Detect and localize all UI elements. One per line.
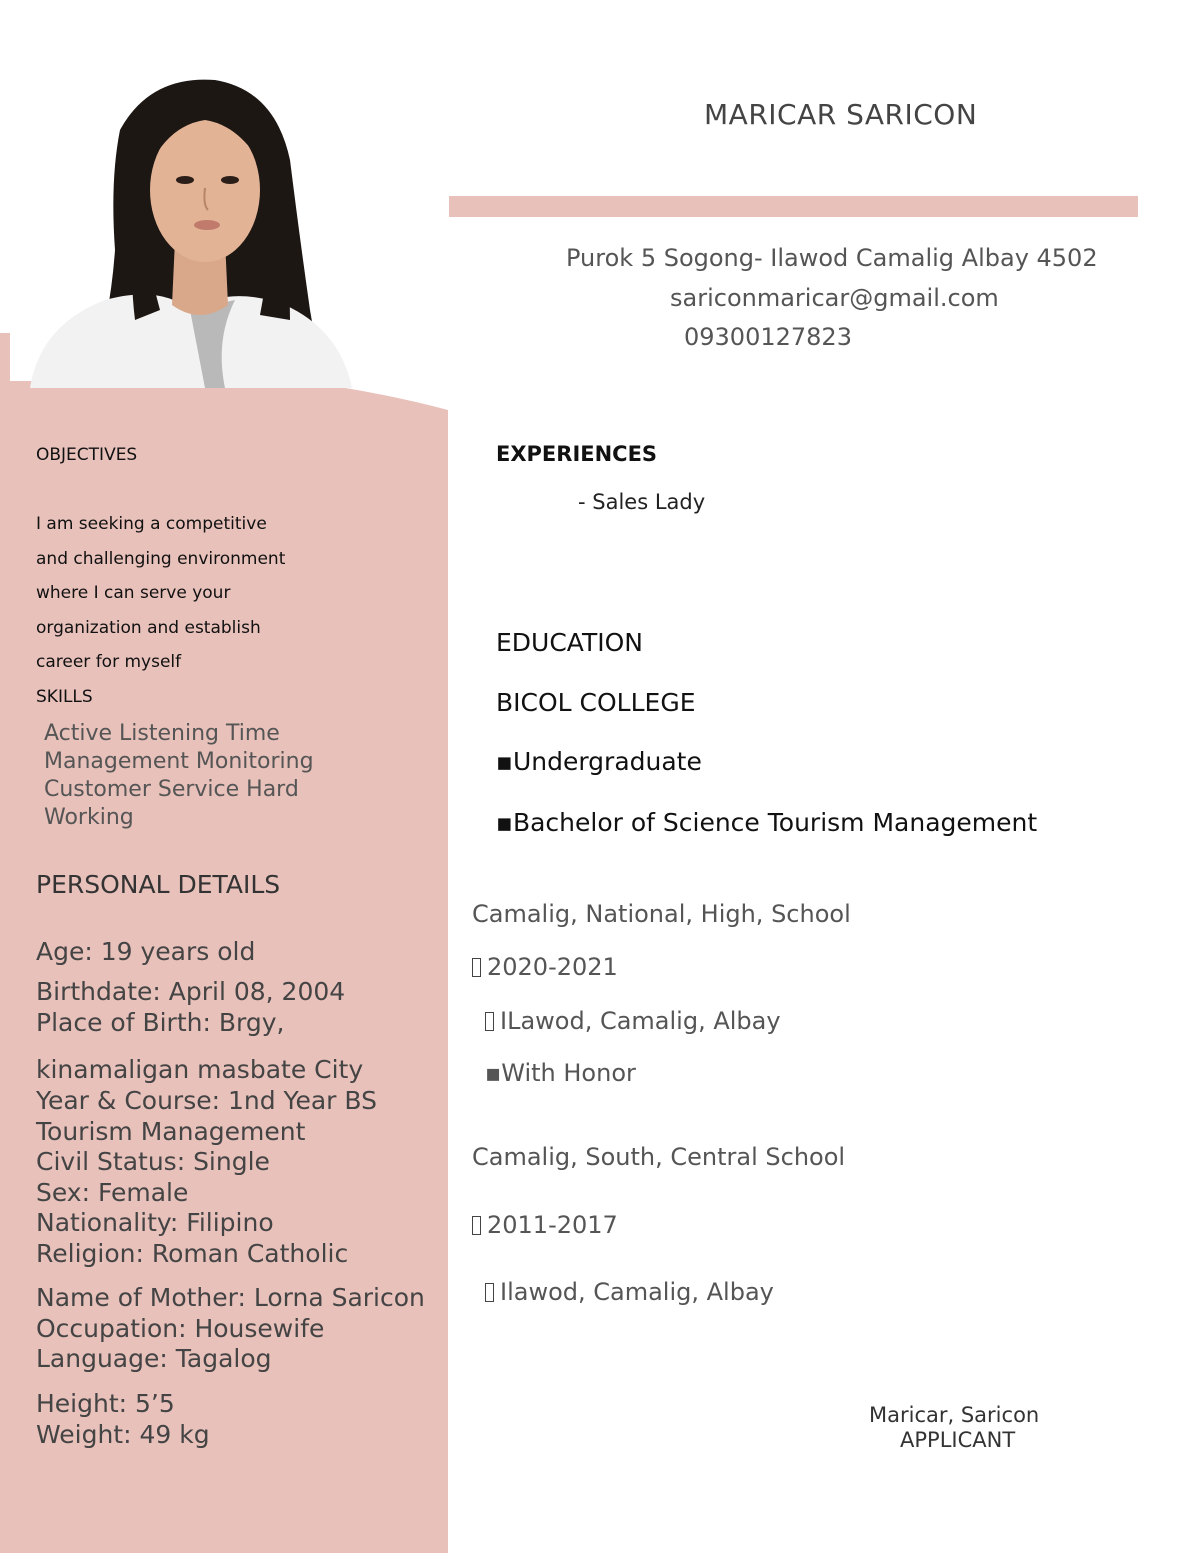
- civil-status: Civil Status: Single: [36, 1147, 270, 1176]
- elementary-years: [472, 1211, 618, 1239]
- high-school-name: Camalig, National, High, School: [472, 900, 851, 928]
- profile-photo: [0, 70, 360, 388]
- religion: Religion: Roman Catholic: [36, 1239, 349, 1268]
- year-course-continued: Tourism Management: [36, 1117, 306, 1146]
- high-school-place-text: ILawod, Camalig, Albay: [500, 1007, 781, 1035]
- experiences-heading: EXPERIENCES: [496, 442, 658, 466]
- occupation: Occupation: Housewife: [36, 1314, 325, 1343]
- location-icon: [485, 1283, 494, 1302]
- personal-details-heading: PERSONAL DETAILS: [36, 870, 281, 899]
- calendar-icon: [472, 1216, 481, 1235]
- college-name: BICOL COLLEGE: [496, 688, 696, 717]
- elementary-place: [485, 1278, 774, 1306]
- objectives-heading: OBJECTIVES: [36, 445, 138, 465]
- sex: Sex: Female: [36, 1178, 189, 1207]
- language: Language: Tagalog: [36, 1344, 272, 1373]
- high-school-place: [485, 1007, 781, 1035]
- objectives-line: and challenging environment: [36, 549, 286, 569]
- elementary-years-text: 2011-2017: [487, 1211, 618, 1239]
- high-school-honor: ▪With Honor: [485, 1059, 636, 1087]
- skills-line: Customer Service Hard: [44, 777, 299, 802]
- education-heading: EDUCATION: [496, 628, 643, 657]
- signature-role: APPLICANT: [900, 1428, 1016, 1452]
- experience-item: - Sales Lady: [578, 490, 706, 514]
- elementary-place-text: Ilawod, Camalig, Albay: [500, 1278, 774, 1306]
- signature-name: Maricar, Saricon: [869, 1403, 1040, 1427]
- skills-line: Active Listening Time: [44, 721, 280, 746]
- calendar-icon: [472, 958, 481, 977]
- objectives-line: career for myself: [36, 652, 182, 672]
- header-accent-bar: [449, 196, 1138, 217]
- objectives-line: where I can serve your: [36, 583, 231, 603]
- year-course: Year & Course: 1nd Year BS: [36, 1086, 377, 1115]
- address: Purok 5 Sogong- Ilawod Camalig Albay 4502: [566, 244, 1098, 272]
- objectives-line: I am seeking a competitive: [36, 514, 267, 534]
- birthdate: Birthdate: April 08, 2004: [36, 977, 346, 1006]
- skills-line: Management Monitoring: [44, 749, 314, 774]
- skills-heading: SKILLS: [36, 687, 93, 707]
- nationality: Nationality: Filipino: [36, 1208, 274, 1237]
- skills-line: Working: [44, 805, 134, 830]
- birthplace-continued: kinamaligan masbate City: [36, 1055, 364, 1084]
- height: Height: 5’5: [36, 1389, 175, 1418]
- birthplace: Place of Birth: Brgy,: [36, 1008, 285, 1037]
- college-course: ▪Bachelor of Science Tourism Management: [496, 808, 1038, 837]
- college-status: ▪Undergraduate: [496, 747, 702, 776]
- age: Age: 19 years old: [36, 937, 256, 966]
- high-school-years: [472, 953, 618, 981]
- high-school-years-text: 2020-2021: [487, 953, 618, 981]
- weight: Weight: 49 kg: [36, 1420, 210, 1449]
- phone: 09300127823: [684, 323, 852, 351]
- mother-name: Name of Mother: Lorna Saricon: [36, 1283, 425, 1312]
- elementary-school-name: Camalig, South, Central School: [472, 1143, 846, 1171]
- email: sariconmaricar@gmail.com: [670, 284, 999, 312]
- objectives-line: organization and establish: [36, 618, 261, 638]
- applicant-name: MARICAR SARICON: [704, 98, 978, 131]
- location-icon: [485, 1012, 494, 1031]
